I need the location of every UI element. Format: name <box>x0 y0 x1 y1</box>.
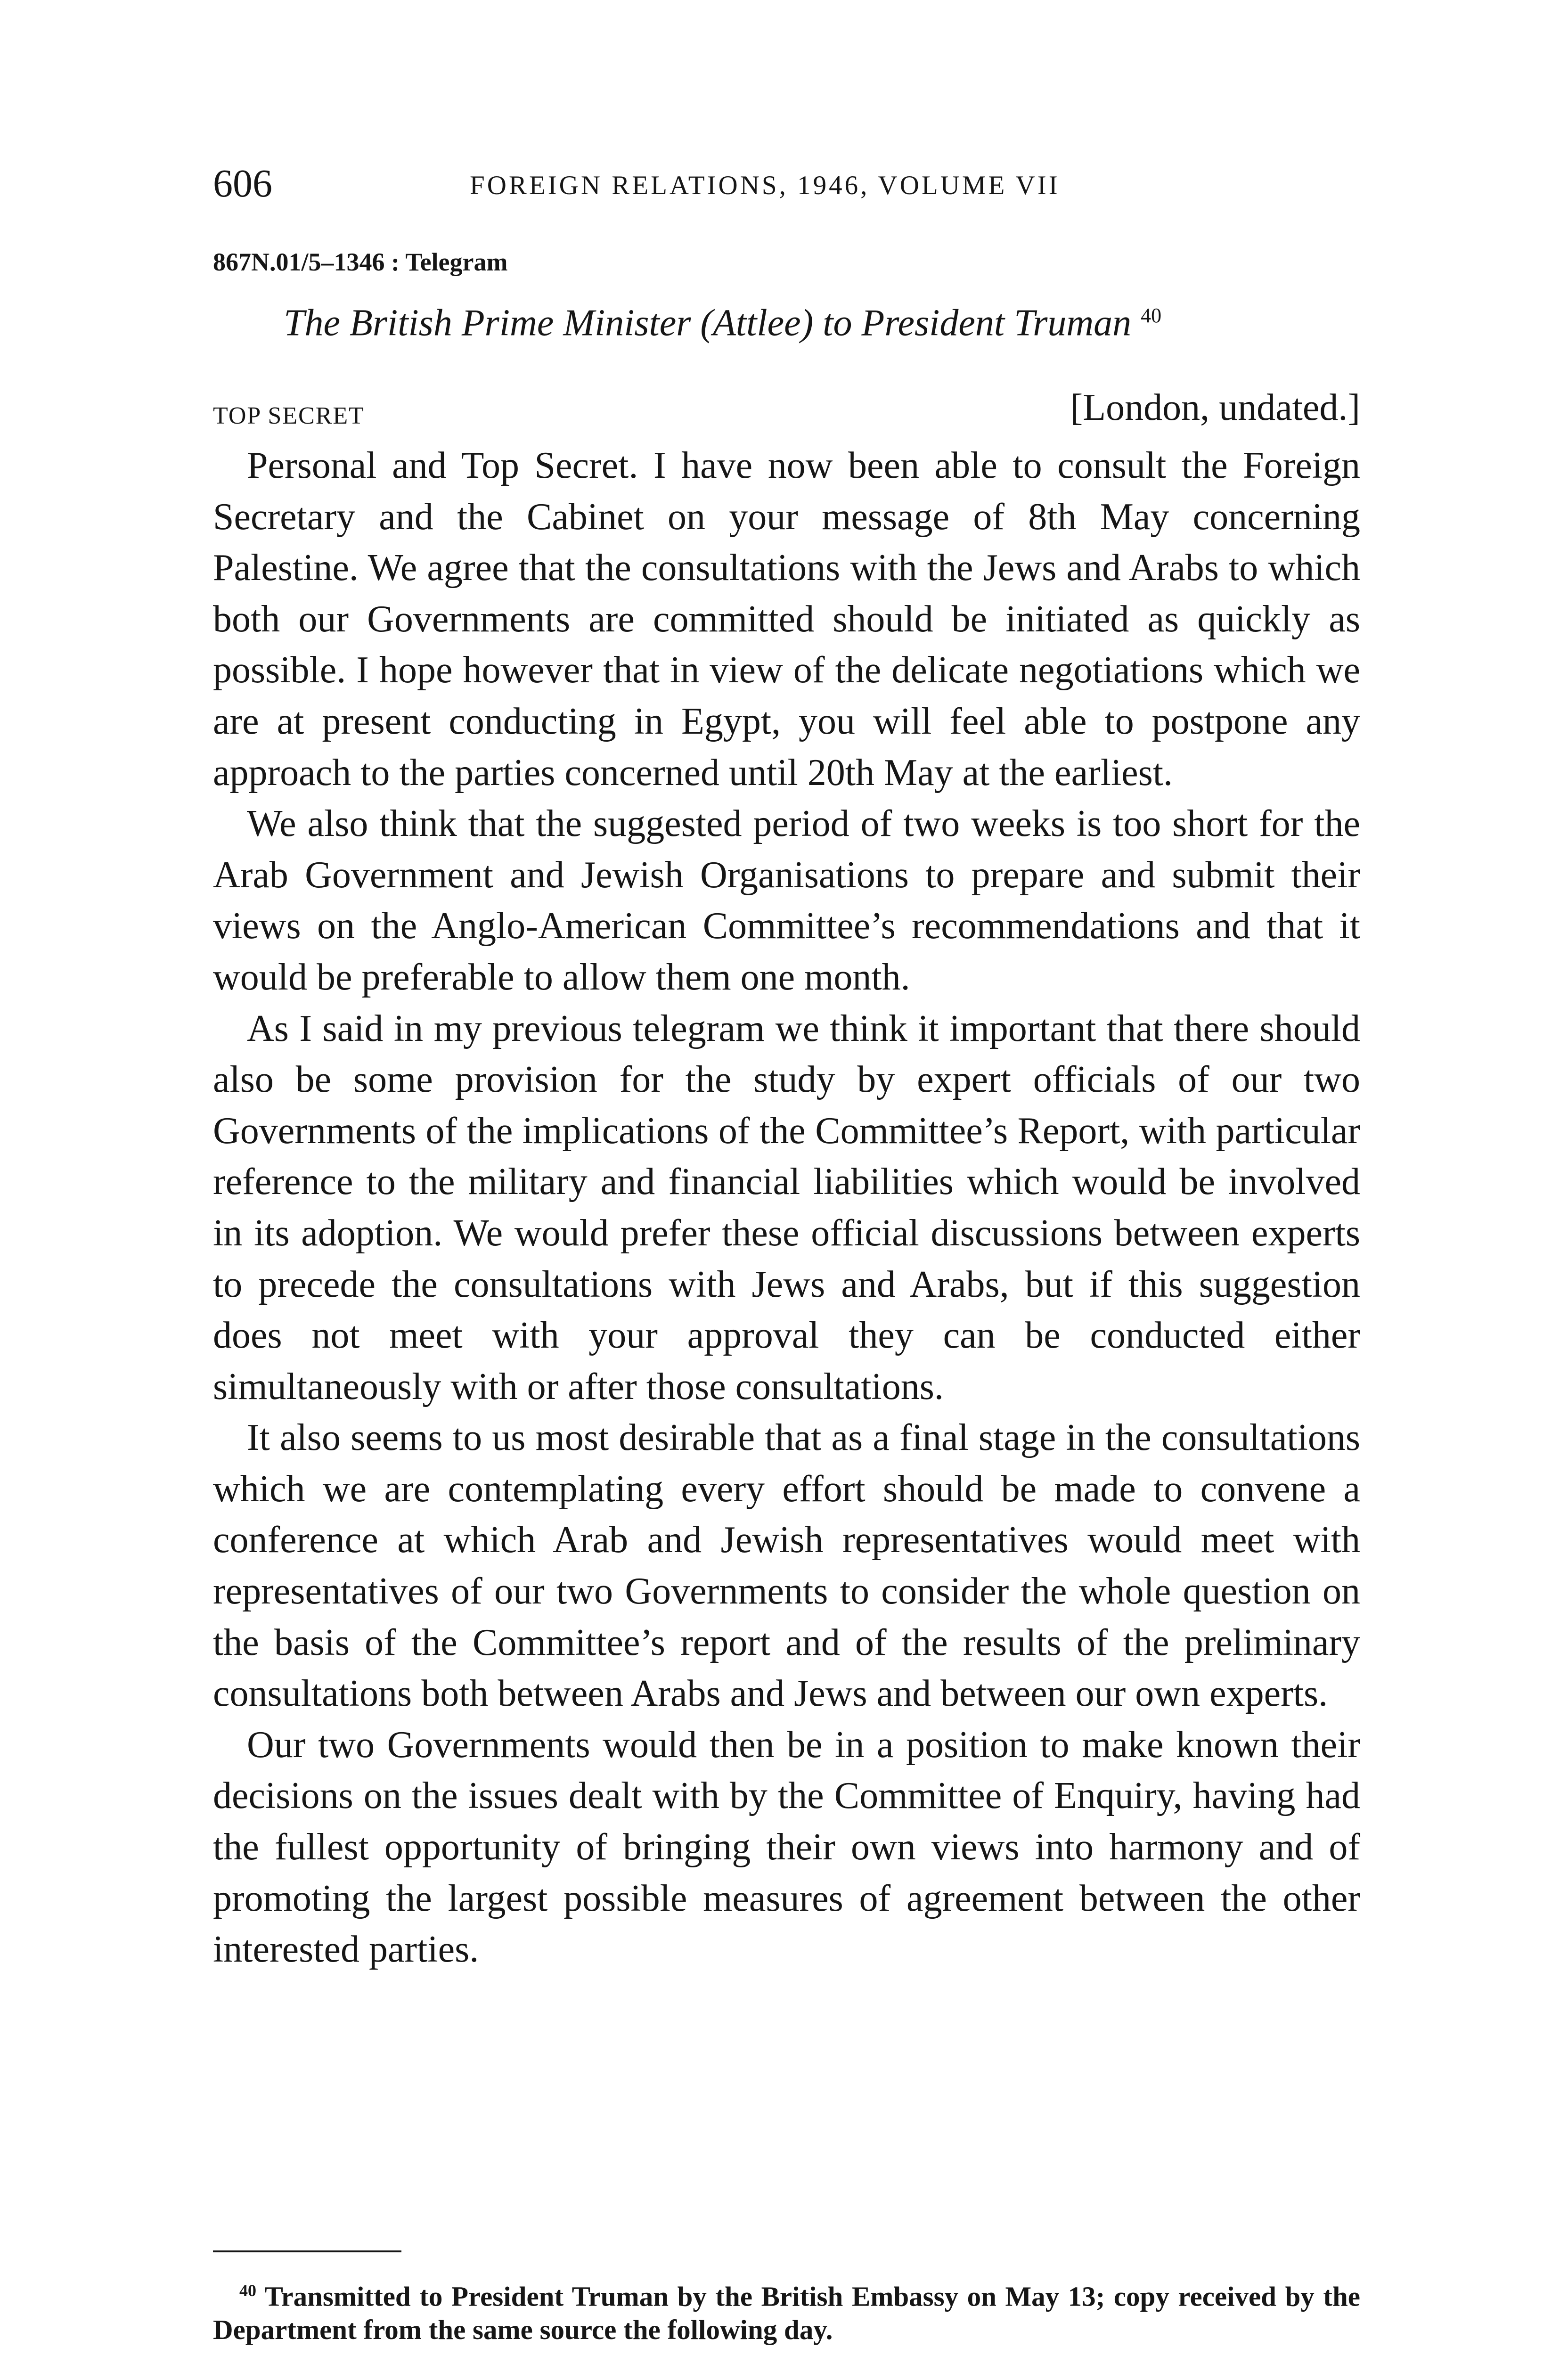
place-date: [London, undated.] <box>1070 387 1360 428</box>
paragraph-4: It also seems to us most desirable that as a final stage in the consultations which we are contemplating every effort should be made to convene a conference at which Arab and Jewish representatives would meet with representatives of our two Governments to consider the whole question on the basis of the Committee’s report and of the results of the preliminary consultations both between Arabs and Jews and between our own experts. <box>213 1417 1360 1715</box>
footnote-number: 40 <box>239 2281 256 2300</box>
body-text <box>213 440 1360 1975</box>
file-number: 867N.01/5–1346 : Telegram <box>213 248 508 276</box>
page-number: 606 <box>213 162 272 205</box>
paragraph-2: We also think that the suggested period of two weeks is too short for the Arab Government and Jewish Organisations to prepare and submit their views on the Anglo-American Committee’s recommendations and that it would be preferable to allow them one month. <box>213 803 1360 998</box>
paragraph-5: Our two Governments would then be in a position to make known their decisions on the issues dealt with by the Committee of Enquiry, having had the fullest opportunity of bringing their own views into harmony and of promoting the largest possible measures of agreement between the other interested parties. <box>213 1724 1360 1971</box>
paragraph-1: Personal and Top Secret. I have now been able to consult the Foreign Secretary and the Cabinet on your message of 8th May concerning Palestine. We agree that the consultations with the Jews and Arabs to which both our Governments are committed should be initiated as quickly as possible. I hope however that in view of the delicate negotiations which we are at present conducting in Egypt, you will feel able to postpone any approach to the parties concerned until 20th May at the earliest. <box>213 445 1360 794</box>
running-title: FOREIGN RELATIONS, 1946, VOLUME VII <box>470 171 1060 200</box>
footnote-text: Transmitted to President Truman by the British Embassy on May 13; copy received by the Department from the same source the following day. <box>213 2281 1360 2345</box>
document-title-text: The British Prime Minister (Attlee) to President Truman <box>284 302 1132 344</box>
document-title <box>284 292 1367 347</box>
classification-label: TOP SECRET <box>213 402 365 429</box>
footnote-divider <box>213 2250 401 2252</box>
footnote <box>213 2274 1360 2346</box>
footnote-reference: 40 <box>1141 304 1162 327</box>
paragraph-3: As I said in my previous telegram we think it important that there should also be some provision for the study by expert officials of our two Governments of the implications of the Committee’s Report, with particular reference to the military and financial liabilities which would be involved in its adoption. We would prefer these official discussions between experts to precede the consultations with Jews and Arabs, but if this suggestion does not meet with your approval they can be conducted either simultaneously with or after those consultations. <box>213 1007 1360 1407</box>
running-head <box>213 160 1219 212</box>
